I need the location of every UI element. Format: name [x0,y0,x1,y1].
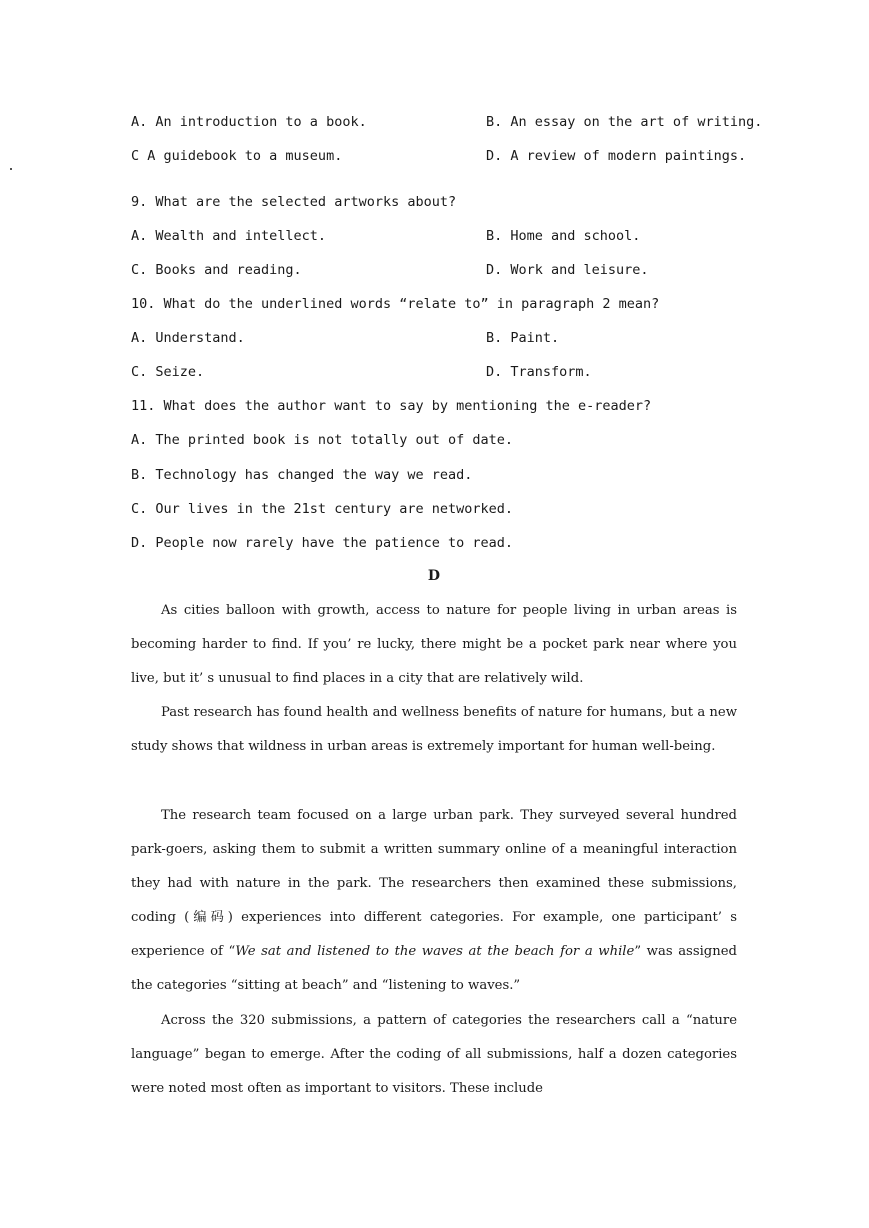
q10-option-a[interactable]: A. Understand. [131,330,245,346]
q9-option-c[interactable]: C. Books and reading. [131,262,302,278]
q8-option-d[interactable]: D. A review of modern paintings. [486,148,747,164]
q11-question: 11. What does the author want to say by mentioning the e-reader? [131,398,652,414]
q11-option-d[interactable]: D. People now rarely have the patience to read. [131,535,514,551]
q11-option-c[interactable]: C. Our lives in the 21st century are networked. [131,501,514,517]
q10-option-b[interactable]: B. Paint. [486,330,560,346]
passage-paragraph-2: Past research has found health and wellness benefits of nature for humans, but a new study shows that wildness in urban areas is extremely important for human well-being. [131,705,737,754]
stray-mark [10,168,12,170]
passage-paragraph-3 [131,799,737,1003]
paragraph-3-text-end: ” was assigned the categories “sitting at beach” and “listening to waves.” [131,944,737,993]
q10-option-c[interactable]: C. Seize. [131,364,205,380]
q8-option-b[interactable]: B. An essay on the art of writing. [486,114,763,130]
q10-option-d[interactable]: D. Transform. [486,364,592,380]
q8-option-c[interactable]: C A guidebook to a museum. [131,148,343,164]
passage-paragraph-4: Across the 320 submissions, a pattern of categories the researchers call a “nature language” began to emerge. After the coding of all submissions, half a dozen categories were noted most often as important to visitors. These include [131,1013,737,1096]
section-title: D [427,568,441,584]
q10-question: 10. What do the underlined words “relate to” in paragraph 2 mean? [131,296,660,312]
q11-option-b[interactable]: B. Technology has changed the way we read. [131,467,473,483]
q9-option-b[interactable]: B. Home and school. [486,228,641,244]
q9-option-d[interactable]: D. Work and leisure. [486,262,649,278]
q9-question: 9. What are the selected artworks about? [131,194,457,210]
q11-option-a[interactable]: A. The printed book is not totally out of date. [131,432,514,448]
passage-paragraph-1: As cities balloon with growth, access to nature for people living in urban areas is becoming harder to find. If you’ re lucky, there might be a pocket park near where you live, but it’ s unusual to find places in a city that are relatively wild. [131,603,737,686]
q9-option-a[interactable]: A. Wealth and intellect. [131,228,327,244]
paragraph-3-quote: We sat and listened to the waves at the beach for a while [235,944,635,959]
paragraph-3-text-start: The research team focused on a large urban park. They surveyed several hundred park-goers, asking them to submit a written summary online of a meaningful interaction they had with nature in the park. The researchers then examined these submissions, coding (编码) experiences into different categories. For example, one participant’ s experience of “ [131,808,737,959]
q8-option-a[interactable]: A. An introduction to a book. [131,114,367,130]
